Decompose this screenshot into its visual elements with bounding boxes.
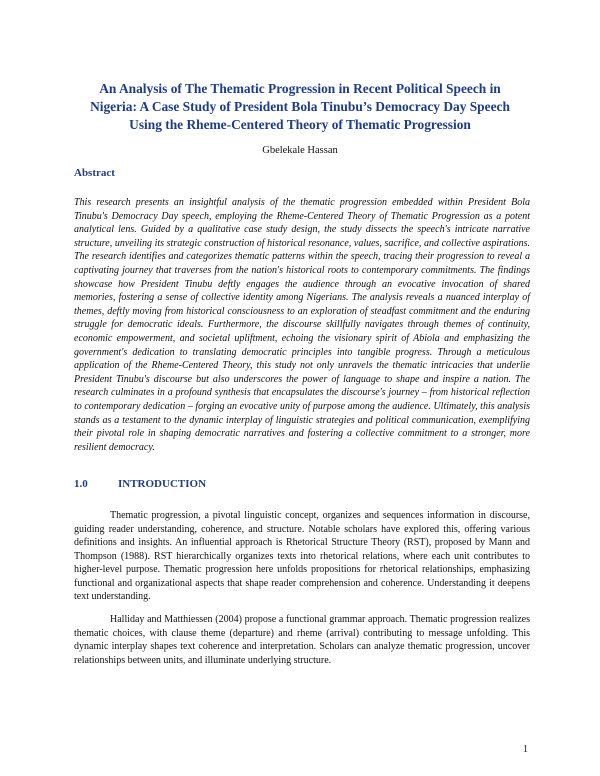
section-number: 1.0	[74, 478, 88, 490]
section-title: INTRODUCTION	[118, 478, 207, 490]
author-name: Gbelekale Hassan	[262, 145, 338, 156]
abstract-heading: Abstract	[74, 167, 115, 179]
paper-title	[60, 80, 540, 134]
title-line-2: Nigeria: A Case Study of President Bola Tinubu’s Democracy Day Speech	[90, 99, 510, 114]
introduction-heading	[74, 478, 206, 490]
page-number: 1	[523, 744, 528, 755]
body-paragraph-1: Thematic progression, a pivotal linguistic concept, organizes and sequences information in discourse, guiding reader understanding, coherence, and structure. Notable scholars have explored this, offering various definitions and insights. An influential approach is Rhetorical Structure Theory (RST), proposed by Mann and Thompson (1988). RST hierarchically organizes texts into rhetorical relations, where each unit contributes to higher-level purpose. Thematic progression here unfolds propositions for rhetorical relationships, emphasizing functional and organizational aspects that shape reader comprehension and coherence. Understanding it deepens text understanding.	[74, 510, 530, 602]
title-line-1: An Analysis of The Thematic Progression in Recent Political Speech in	[99, 81, 501, 96]
abstract-text: This research presents an insightful analysis of the thematic progression embedded within President Bola Tinubu's Democracy Day speech, employing the Rheme-Centered Theory of Thematic Progression as a potent analytical lens. Guided by a qualitative case study design, the study dissects the speech's intricate narrative structure, unveiling its strategic construction of historical resonance, values, sacrifice, and collective aspirations. The research identifies and categorizes thematic patterns within the speech, tracing their progression to reveal a captivating journey that traverses from the nation's historical roots to contemporary commitments. The findings showcase how President Tinubu deftly engages the audience through an evocative invocation of shared memories, fostering a sense of collective identity among Nigerians. The analysis reveals a nuanced interplay of themes, deftly moving from historical consciousness to an exploration of steadfast commitment and the enduring struggle for democratic ideals. Furthermore, the discourse skillfully navigates through themes of continuity, economic empowerment, and societal upliftment, echoing the visionary spirit of Abiola and emphasizing the government's dedication to translating democratic principles into tangible progress. Through a meticulous application of the Rheme-Centered Theory, this study not only unravels the thematic intricacies that underlie President Tinubu's discourse but also underscores the power of language to shape and inspire a nation. The research culminates in a profound synthesis that encapsulates the discourse's journey – from historical reflection to contemporary dedication – forging an evocative unity of purpose among the audience. Ultimately, this analysis stands as a testament to the dynamic interplay of linguistic strategies and political communication, exemplifying their pivotal role in shaping democratic narratives and fostering a collective commitment to a stronger, more resilient democracy.	[74, 197, 530, 453]
body-paragraph-2: Halliday and Matthiessen (2004) propose a functional grammar approach. Thematic progression realizes thematic choices, with clause theme (departure) and rheme (arrival) contributing to message unfolding. This dynamic interplay shapes text coherence and interpretation. Scholars can analyze thematic progression, uncover relationships between units, and illuminate underlying structure.	[74, 614, 530, 666]
title-line-3: Using the Rheme-Centered Theory of Thematic Progression	[129, 117, 471, 132]
